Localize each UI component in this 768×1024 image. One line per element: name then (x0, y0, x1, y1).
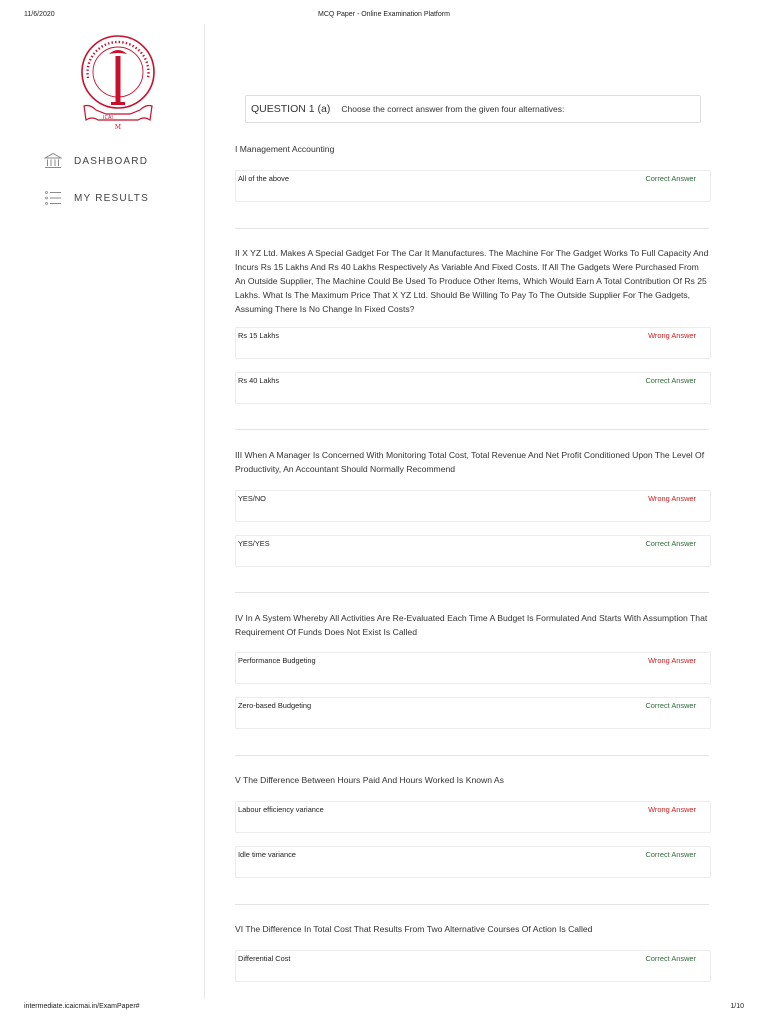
institute-seal-logo (78, 30, 158, 134)
answer-text: Idle time variance (238, 850, 296, 859)
answer-text: Rs 40 Lakhs (238, 376, 280, 385)
question-text: IV In A System Whereby All Activities Are Re-Evaluated Each Time A Budget Is Formulated And Starts With Assumption That Requirement Of Funds Does Not Exist Is Called (235, 613, 708, 637)
sidebar-item-my-results[interactable] (44, 189, 149, 207)
answer-text: Rs 15 Lakhs (238, 331, 280, 340)
answer-text: Performance Budgeting (238, 656, 316, 665)
question-text: V The Difference Between Hours Paid And Hours Worked Is Known As (235, 775, 504, 785)
answer-status-correct: Correct Answer (645, 850, 696, 859)
question-text: VI The Difference In Total Cost That Results From Two Alternative Courses Of Action Is Called (235, 924, 593, 934)
bank-icon (44, 152, 62, 170)
main-content (204, 24, 768, 999)
answer-status-correct: Correct Answer (645, 954, 696, 963)
list-icon (44, 189, 62, 207)
answer-status-correct: Correct Answer (645, 174, 696, 183)
answer-status-wrong: Wrong Answer (648, 331, 696, 340)
answer-option (235, 652, 711, 684)
print-title: MCQ Paper - Online Examination Platform (318, 11, 450, 18)
question-number: QUESTION 1 (a) (251, 103, 331, 115)
question-text: I Management Accounting (235, 144, 335, 154)
question-header (245, 95, 701, 123)
answer-option (235, 535, 711, 567)
answer-option (235, 327, 711, 359)
svg-text:M: M (114, 124, 122, 131)
answer-option (235, 846, 711, 878)
question-divider (235, 228, 709, 229)
sidebar (0, 24, 205, 999)
svg-text:ICAI: ICAI (103, 115, 113, 121)
print-date: 11/6/2020 (24, 11, 55, 18)
print-footer-url: intermediate.icaicmai.in/ExamPaper# (24, 1003, 140, 1010)
answer-status-correct: Correct Answer (645, 539, 696, 548)
question-text: II X YZ Ltd. Makes A Special Gadget For The Car It Manufactures. The Machine For The Gadget Works To Full Capacity And Incurs Rs 15 Lakhs And Rs 40 Lakhs Respectively As Variable And Fixed Costs. If All The Gadgets Were Purchased From An Outside Supplier, The Machine Could Be Used To Produce Other Items, Which Would Earn A Total Contribution Of Rs 25 Lakhs. What Is The Maximum Price That X YZ Ltd. Should Be Willing To Pay To The Outside Supplier For The Gadgets, Assuming There Is No Change In Fixed Costs? (235, 248, 709, 314)
question-instruction: Choose the correct answer from the given four alternatives: (341, 104, 565, 114)
answer-status-correct: Correct Answer (645, 701, 696, 710)
print-footer-page-number: 1/10 (730, 1003, 744, 1010)
answer-status-wrong: Wrong Answer (648, 494, 696, 503)
sidebar-item-label: MY RESULTS (74, 192, 149, 204)
answer-text: YES/NO (238, 494, 266, 503)
question-divider (235, 904, 709, 905)
answer-status-wrong: Wrong Answer (648, 805, 696, 814)
answer-text: All of the above (238, 174, 289, 183)
answer-option (235, 801, 711, 833)
answer-text: Zero-based Budgeting (238, 701, 312, 710)
answer-text: YES/YES (238, 539, 270, 548)
question-divider (235, 592, 709, 593)
question-divider (235, 429, 709, 430)
answer-text: Differential Cost (238, 954, 291, 963)
answer-option (235, 950, 711, 982)
question-divider (235, 755, 709, 756)
answer-option (235, 490, 711, 522)
answer-option (235, 372, 711, 404)
sidebar-item-dashboard[interactable] (44, 152, 148, 170)
answer-option (235, 697, 711, 729)
answer-text: Labour efficiency variance (238, 805, 324, 814)
sidebar-item-label: DASHBOARD (74, 155, 149, 167)
answer-status-wrong: Wrong Answer (648, 656, 696, 665)
answer-option (235, 170, 711, 202)
answer-status-correct: Correct Answer (645, 376, 696, 385)
question-text: III When A Manager Is Concerned With Monitoring Total Cost, Total Revenue And Net Profit Conditioned Upon The Level Of Productivity, An Accountant Should Normally Recommend (235, 450, 705, 474)
